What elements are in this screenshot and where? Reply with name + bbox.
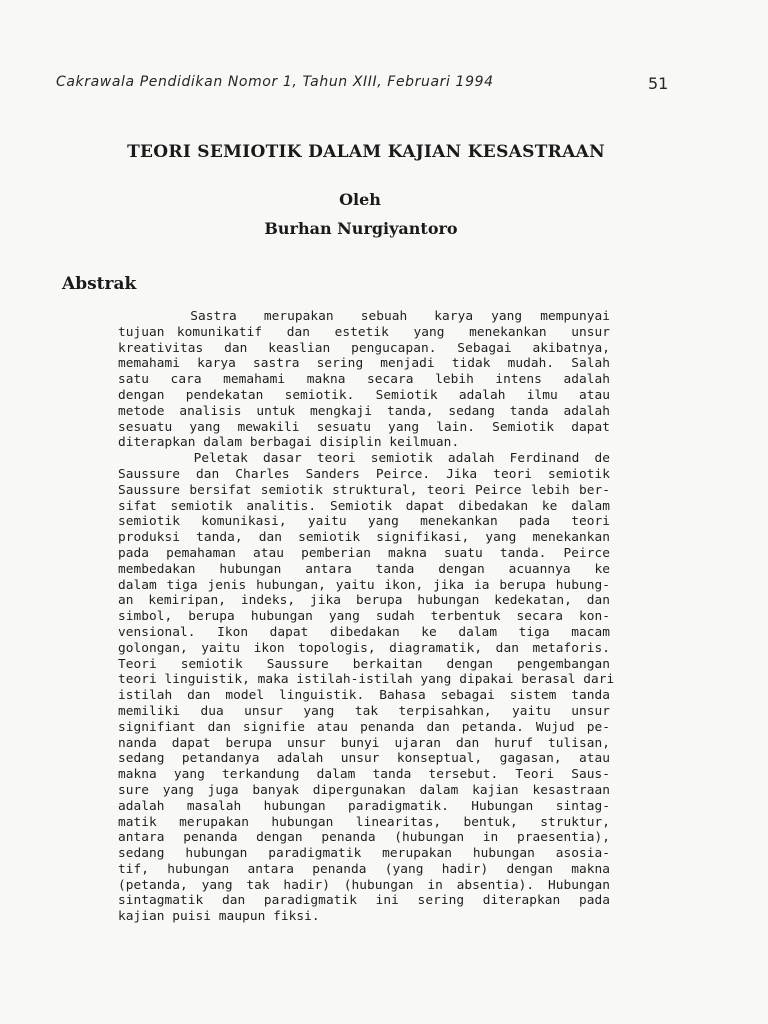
abstract-line: semiotik komunikasi, yaitu yang menekankan pada teori: [118, 514, 610, 530]
abstract-line: Saussure dan Charles Sanders Peirce. Jika teori semiotik: [118, 466, 610, 482]
abstract-line: tujuan komunikatif dan estetik yang menekankan unsur: [118, 324, 610, 340]
abstract-line: sifat semiotik analitis. Semiotik dapat dibedakan ke dalam: [118, 498, 610, 514]
abstract-line: sesuatu yang mewakili sesuatu yang lain. Semiotik dapat: [118, 419, 610, 435]
abstract-line: sure yang juga banyak dipergunakan dalam kajian kesastraan: [118, 782, 610, 798]
abstract-line: pada pemahaman atau pemberian makna suatu tanda. Peirce: [118, 545, 610, 561]
abstract-line: metode analisis untuk mengkaji tanda, sedang tanda adalah: [118, 403, 610, 419]
abstract-line: sintagmatik dan paradigmatik ini sering diterapkan pada: [118, 893, 610, 909]
abstract-line: (petanda, yang tak hadir) (hubungan in absentia). Hubungan: [118, 877, 610, 893]
page-number: 51: [648, 74, 669, 93]
abstract-line: an kemiripan, indeks, jika berupa hubungan kedekatan, dan: [118, 593, 610, 609]
abstract-line: sedang petandanya adalah unsur konseptual, gagasan, atau: [118, 751, 610, 767]
abstract-line: produksi tanda, dan semiotik signifikasi, yang menekankan: [118, 530, 610, 546]
abstract-line: tif, hubungan antara penanda (yang hadir) dengan makna: [118, 861, 610, 877]
abstract-line: sedang hubungan paradigmatik merupakan hubungan asosia-: [118, 846, 610, 862]
abstract-line: nanda dapat berupa unsur bunyi ujaran dan huruf tulisan,: [118, 735, 610, 751]
abstract-line: dalam tiga jenis hubungan, yaitu ikon, jika ia berupa hubung-: [118, 577, 610, 593]
abstract-body: [118, 309, 615, 925]
abstract-line: golongan, yaitu ikon topologis, diagramatik, dan metaforis.: [118, 640, 610, 656]
abstract-line: signifiant dan signifie atau penanda dan petanda. Wujud pe-: [118, 719, 610, 735]
journal-running-header: Cakrawala Pendidikan Nomor 1, Tahun XIII, Februari 1994: [56, 74, 494, 90]
abstract-line: Sastra merupakan sebuah karya yang mempunyai: [118, 309, 610, 324]
abstract-line: makna yang terkandung dalam tanda tersebut. Teori Saus-: [118, 767, 610, 783]
abstract-line: kreativitas dan keaslian pengucapan. Sebagai akibatnya,: [118, 340, 610, 356]
abstract-line: memiliki dua unsur yang tak terpisahkan, yaitu unsur: [118, 703, 610, 719]
abstract-line: Saussure bersifat semiotik struktural, teori Peirce lebih ber-: [118, 482, 610, 498]
article-title: TEORI SEMIOTIK DALAM KAJIAN KESASTRAAN: [127, 142, 605, 162]
abstract-heading: Abstrak: [62, 274, 137, 294]
author-name: Burhan Nurgiyantoro: [264, 219, 458, 238]
abstract-line: kajian puisi maupun fiksi.: [118, 909, 320, 925]
abstract-line: memahami karya sastra sering menjadi tidak mudah. Salah: [118, 356, 610, 372]
byline-label: Oleh: [339, 190, 381, 209]
abstract-line: teori linguistik, maka istilah-istilah yang dipakai berasal dari: [118, 672, 615, 688]
abstract-line: diterapkan dalam berbagai disiplin keilmuan.: [118, 435, 460, 451]
abstract-line: simbol, berupa hubungan yang sudah terbentuk secara kon-: [118, 609, 610, 625]
abstract-line: vensional. Ikon dapat dibedakan ke dalam tiga macam: [118, 624, 610, 640]
abstract-line: membedakan hubungan antara tanda dengan acuannya ke: [118, 561, 610, 577]
abstract-line: matik merupakan hubungan linearitas, bentuk, struktur,: [118, 814, 610, 830]
abstract-line: istilah dan model linguistik. Bahasa sebagai sistem tanda: [118, 688, 610, 704]
abstract-line: Teori semiotik Saussure berkaitan dengan pengembangan: [118, 656, 610, 672]
abstract-line: satu cara memahami makna secara lebih intens adalah: [118, 372, 610, 388]
abstract-line: antara penanda dengan penanda (hubungan in praesentia),: [118, 830, 610, 846]
abstract-line: dengan pendekatan semiotik. Semiotik adalah ilmu atau: [118, 387, 610, 403]
abstract-line: adalah masalah hubungan paradigmatik. Hubungan sintag-: [118, 798, 610, 814]
abstract-line: Peletak dasar teori semiotik adalah Ferdinand de: [118, 451, 610, 467]
